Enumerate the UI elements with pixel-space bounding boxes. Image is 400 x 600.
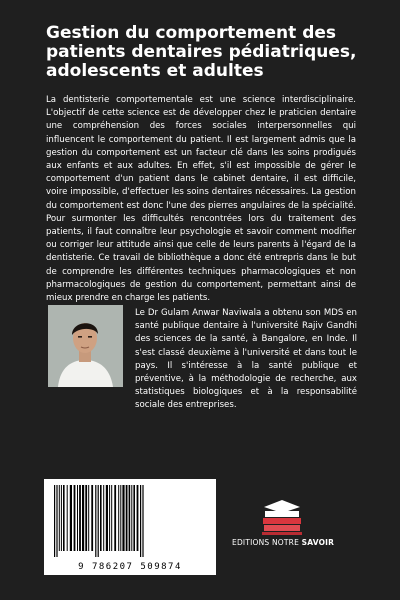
- barcode-bar: [79, 485, 81, 551]
- barcode-bar: [85, 485, 87, 551]
- stacked-books-icon: [260, 498, 304, 536]
- publisher-name-regular: EDITIONS NOTRE: [232, 538, 302, 547]
- barcode-bar: [91, 485, 93, 551]
- author-photo: [48, 305, 123, 387]
- barcode-bar: [82, 485, 84, 551]
- barcode-bar: [140, 485, 141, 557]
- barcode-bar: [106, 485, 108, 551]
- barcode-bar: [77, 485, 78, 551]
- isbn-number: 9 786207 509874: [78, 562, 182, 572]
- barcode-bar: [59, 485, 60, 551]
- barcode-bar: [131, 485, 132, 551]
- barcode-bar: [61, 485, 62, 551]
- barcode-bars: [50, 485, 210, 559]
- barcode-bar: [133, 485, 135, 551]
- author-bio: Le Dr Gulam Anwar Naviwala a obtenu son MDS en santé publique dentaire à l'université Rajiv Gandhi des sciences de la santé, à Bangalore, en Inde. Il s'est classé deuxième à l'université et dans tout le pays. Il s'intéresse à la santé publique et préventive, à la méthodologie de recherche, aux statistiques biologiques et à la responsabilité sociale des entreprises.: [135, 308, 357, 411]
- publisher-name: [232, 538, 335, 547]
- barcode-bar: [100, 485, 102, 551]
- isbn-barcode: [44, 479, 216, 575]
- barcode-bar: [109, 485, 110, 551]
- barcode-bar: [70, 485, 72, 551]
- barcode-bar: [63, 485, 65, 551]
- barcode-bar: [98, 485, 99, 557]
- barcode-bar: [122, 485, 124, 551]
- barcode-bar: [111, 485, 112, 551]
- book-summary: La dentisterie comportementale est une science interdisciplinaire. L'objectif de cette science est de développer chez le praticien dentaire une compréhension des forces sociales interpersonnelles qui influencent le comportement du patient. Il est largement admis que la gestion du comportement est un facteur clé dans les soins prodigués aux enfants et aux adultes. En effet, s'il est impossible de gérer le comportement d'un patient dans le cabinet dentaire, il est difficile, voire impossible, d'effectuer les soins dentaires nécessaires. La gestion du comportement est donc l'une des pierres angulaires de la spécialité. Pour surmonter les difficultés rencontrées lors du traitement des patients, il faut connaître leur psychologie et savoir comment modifier ou corriger leur attitude ainsi que celle de leurs parents à l'égard de la dentisterie. Ce travail de bibliothèque a donc été entrepris dans le but de comprendre les différentes techniques pharmacologiques et non pharmacologiques de gestion du comportement, permettant ainsi de mieux prendre en charge les patients.: [46, 95, 356, 304]
- barcode-bar: [88, 485, 89, 551]
- barcode-bar: [120, 485, 121, 551]
- publisher-block: [232, 494, 335, 554]
- barcode-bar: [74, 485, 76, 551]
- barcode-bar: [126, 485, 128, 551]
- barcode-bar: [95, 485, 96, 557]
- barcode-bar: [67, 485, 68, 551]
- barcode-bar: [118, 485, 119, 551]
- publisher-name-bold: SAVOIR: [301, 538, 335, 547]
- barcode-bar: [54, 485, 55, 557]
- barcode-bar: [137, 485, 139, 551]
- barcode-bar: [142, 485, 143, 557]
- barcode-bar: [129, 485, 131, 551]
- barcode-bar: [56, 485, 57, 557]
- book-title: Gestion du comportement des patients dentaires pédiatriques, adolescents et adultes: [46, 23, 357, 81]
- barcode-bar: [103, 485, 104, 551]
- barcode-bar: [114, 485, 116, 551]
